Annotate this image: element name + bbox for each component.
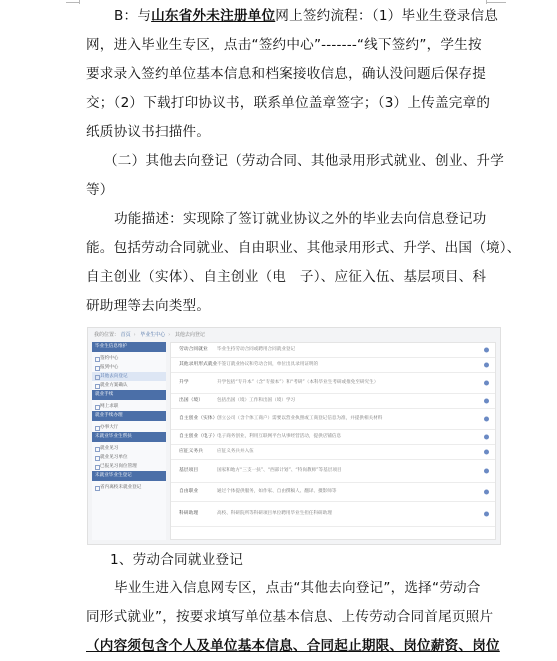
paragraph-line-emphasis: （内容须包含个人及单位基本信息、合同起止期限、岗位薪资、岗位 [86,638,500,654]
destination-type-name: 科研助理 [179,511,199,516]
highlighted-phrase: 山东省外未注册单位 [151,8,276,24]
paragraph-line: 纸质协议书扫描件。 [86,124,211,140]
sidebar-group-header: 未就业毕业生登记 [92,471,166,481]
destination-type-name: 基层项目 [179,468,199,473]
destination-type-name: 升学 [179,380,189,385]
destination-type-row[interactable] [171,483,495,502]
edit-icon[interactable] [484,348,489,353]
sidebar-group-header: 就业手续 [92,390,166,400]
destination-type-row[interactable] [171,445,495,460]
edit-icon[interactable] [484,363,489,368]
paragraph-line: 自主创业（实体）、自主创业（电 子）、应征入伍、基层项目、科 [86,269,487,285]
destination-type-list [170,342,496,540]
destination-type-description: 包括出国（境）工作和出国（境）学习 [217,398,296,403]
sidebar-item[interactable]: 办事大厅 [92,423,166,432]
breadcrumb-link: 毕业生中心 [140,332,166,338]
destination-type-row[interactable] [171,358,495,373]
edit-icon[interactable] [484,399,489,404]
item-1-heading [86,546,490,575]
paragraph-line: 能。包括劳动合同就业、自由职业、其他录用形式、升学、出国（境）、 [86,240,521,256]
edit-icon[interactable] [484,512,489,517]
destination-type-row[interactable] [171,394,495,409]
destination-type-description: 创立公司（含个体工商户）需要以营业执照或工商登记信息为准，并提供相关材料 [217,416,383,421]
page-corner-mark-top-left [79,0,80,4]
sidebar-item[interactable]: 省内离校未就业登记 [92,483,166,492]
edit-icon[interactable] [484,469,489,474]
paragraph-line: 交；（2）下载打印协议书，联系单位盖章签字；（3）上传盖完章的 [86,95,491,111]
destination-type-description: 应征义务兵并入伍 [217,449,254,454]
heading-line: 1、劳动合同就业登记 [110,552,243,568]
sidebar-group-header: 未就业毕业生帮扶 [92,432,166,442]
destination-type-name: 自由职业 [179,489,199,494]
sidebar-group-header: 毕业生信息维护 [92,342,166,352]
destination-type-name: 劳动合同就业 [179,347,208,352]
paragraph-line: B：与山东省外未注册单位网上签约流程：（1）毕业生登录信息 [114,8,499,24]
sidebar-item[interactable]: 就业见习 [92,444,166,453]
destination-type-row[interactable] [171,460,495,483]
sidebar-item[interactable]: 签约中心 [92,354,166,363]
paragraph-line: 毕业生进入信息网专区，点击“其他去向登记”，选择“劳动合 [114,580,481,596]
destination-type-description: 国家和地方“三支一扶”、“西部计划”、“特岗教师”等基层项目 [217,468,342,473]
destination-type-description: 不签订就业协议和劳动合同，单位出具录用证明的 [217,362,319,367]
page-corner-mark-top-left [66,2,80,3]
paragraph-line: 网，进入毕业生专区，点击“签约中心”-------“线下签约”，学生按 [86,37,482,53]
sidebar-item[interactable]: 其他去向登记 [92,372,166,381]
destination-type-description: 通过个体提供服务，如作家、自由撰稿人、翻译、摄影师等 [217,489,337,494]
embedded-screenshot [87,327,501,545]
sidebar-item[interactable]: 就业见习单位 [92,453,166,462]
sidebar-item[interactable]: 报到中心 [92,363,166,372]
item-1-paragraph [86,574,500,661]
destination-type-description: 电子商务创业，利用互联网平台从事经营活动，提供店铺信息 [217,434,342,439]
edit-icon[interactable] [484,381,489,386]
destination-type-row[interactable] [171,409,495,430]
sidebar-item[interactable]: 就业方案确认 [92,381,166,390]
sidebar-group-header: 就业手续办理 [92,411,166,421]
destination-type-name: 自主创业（实体） [179,416,218,421]
sidebar-item[interactable]: 网上求职 [92,402,166,411]
destination-type-description: 毕业生持劳动合同或聘用合同就业登记 [217,347,296,352]
paragraph-line: 功能描述：实现除了签订就业协议之外的毕业去向信息登记功 [114,211,487,227]
destination-type-row[interactable] [171,373,495,394]
destination-type-row[interactable] [171,343,495,358]
function-description-paragraph [86,205,521,321]
edit-icon[interactable] [484,450,489,455]
breadcrumb-current: 其他去向登记 [174,332,205,338]
heading-line: （二）其他去向登记（劳动合同、其他录用形式就业、创业、升学 [104,153,505,169]
paragraph-line: 要求录入签约单位基本信息和档案接收信息，确认没问题后保存提 [86,66,487,82]
paragraph-line: 同形式就业”，按要求填写单位基本信息、上传劳动合同首尾页照片 [86,609,494,625]
breadcrumb: 我的位置： 首页 › 毕业生中心 › 其他去向登记 [94,332,205,338]
destination-type-name: 自主创业（电子） [179,434,218,439]
destination-type-description: 升学包括“专升本”（含“专接本”）和“考研”（本科毕业生考研或推免至研究生） [217,380,379,385]
section-b-paragraph [86,2,499,147]
edit-icon[interactable] [484,417,489,422]
sidebar-menu [92,342,166,540]
destination-type-row[interactable] [171,502,495,527]
section-2-heading [86,147,505,205]
sidebar-item[interactable]: 已报见习岗位管理 [92,462,166,471]
destination-type-name: 其他录用形式就业 [179,362,218,367]
destination-type-name: 出国（境） [179,398,203,403]
destination-type-description: 高校、科研院所等科研项目单位聘用毕业生担任科研助理 [217,511,332,516]
edit-icon[interactable] [484,490,489,495]
destination-type-name: 应征义务兵 [179,449,203,454]
breadcrumb-link: 首页 [120,332,131,338]
edit-icon[interactable] [484,435,489,440]
heading-line: 等） [86,182,114,198]
destination-type-row[interactable] [171,430,495,445]
paragraph-line: 研助理等去向类型。 [86,298,211,314]
